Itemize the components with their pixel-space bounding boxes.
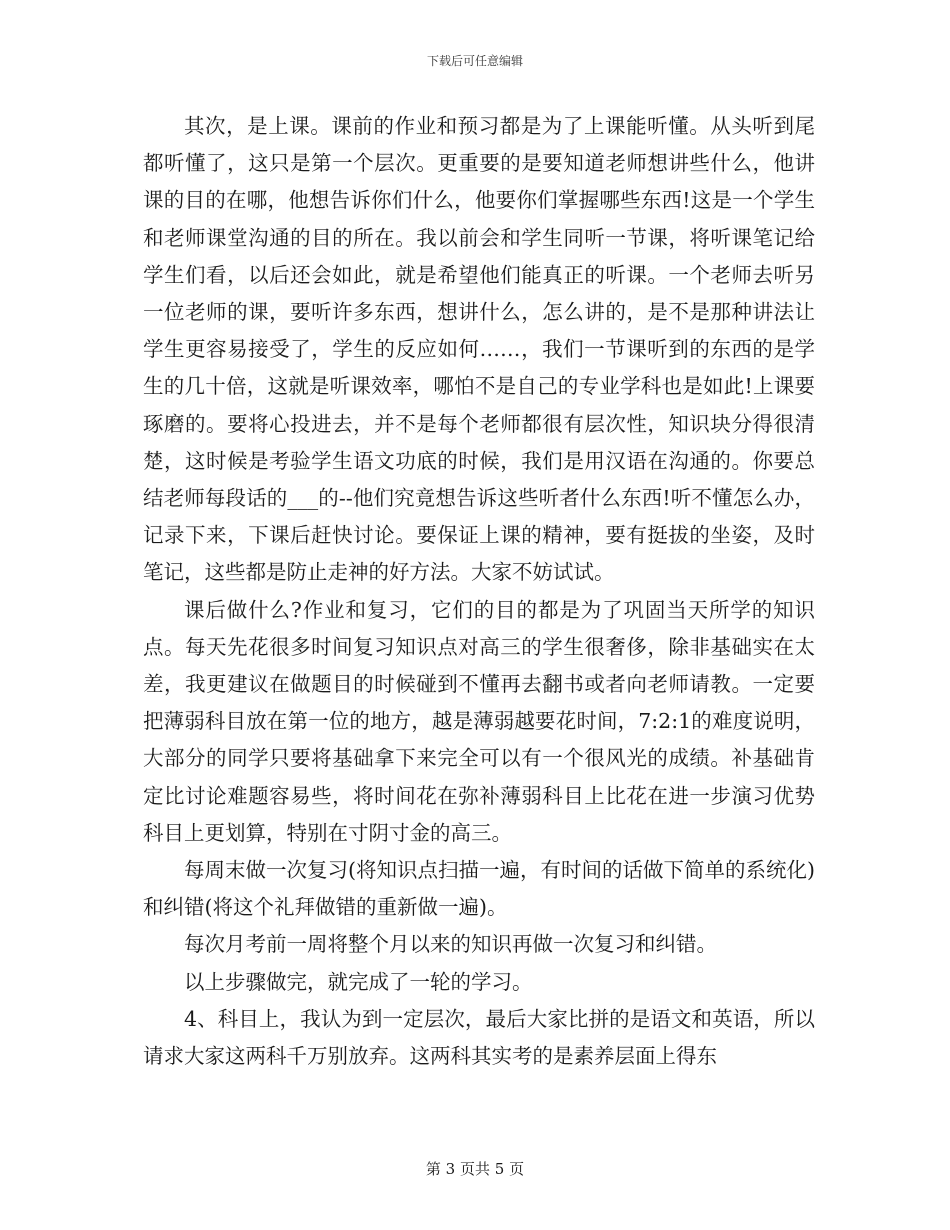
paragraph: 课后做什么?作业和复习，它们的目的都是为了巩固当天所学的知识点。每天先花很多时间复习知识点对高三的学生很奢侈，除非基础实在太差，我更建议在做题目的时候碰到不懂再去翻书或者向老师请教。一定要把薄弱科目放在第一位的地方，越是薄弱越要花时间，7:2:1的难度说明，大部分的同学只要将基础拿下来完全可以有一个很风光的成绩。补基础肯定比讨论难题容易些，将时间花在弥补薄弱科目上比花在进一步演习优势科目上更划算，特别在寸阴寸金的高三。 <box>143 597 815 845</box>
page-header: 下载后可任意编辑 <box>426 54 523 68</box>
paragraph: 以上步骤做完，就完成了一轮的学习。 <box>184 969 533 994</box>
paragraph: 每次月考前一周将整个月以来的知识再做一次复习和纠错。 <box>184 932 717 957</box>
page-footer: 第 3 页共 5 页 <box>425 1160 525 1178</box>
paragraph: 每周末做一次复习(将知识点扫描一遍，有时间的话做下简单的系统化)和纠错(将这个礼拜做错的重新做一遍)。 <box>143 858 815 920</box>
paragraph: 其次，是上课。课前的作业和预习都是为了上课能听懂。从头听到尾都听懂了，这只是第一个层次。更重要的是要知道老师想讲些什么，他讲课的目的在哪，他想告诉你们什么，他要你们掌握哪些东西!这是一个学生和老师课堂沟通的目的所在。我以前会和学生同听一节课，将听课笔记给学生们看，以后还会如此，就是希望他们能真正的听课。一个老师去听另一位老师的课，要听许多东西，想讲什么，怎么讲的，是不是那种讲法让学生更容易接受了，学生的反应如何……，我们一节课听到的东西的是学生的几十倍，这就是听课效率，哪怕不是自己的专业学科也是如此!上课要琢磨的。要将心投进去，并不是每个老师都很有层次性，知识块分得很清楚，这时候是考验学生语文功底的时候，我们是用汉语在沟通的。你要总结老师每段话的___的--他们究竟想告诉这些听者什么东西!听不懂怎么办，记录下来，下课后赶快讨论。要保证上课的精神，要有挺拔的坐姿，及时笔记，这些都是防止走神的好方法。大家不妨试试。 <box>143 114 815 585</box>
paragraph: 4、科目上，我认为到一定层次，最后大家比拼的是语文和英语，所以请求大家这两科千万别放弃。这两科其实考的是素养层面上得东 <box>143 1006 815 1069</box>
document-body <box>143 108 815 1075</box>
